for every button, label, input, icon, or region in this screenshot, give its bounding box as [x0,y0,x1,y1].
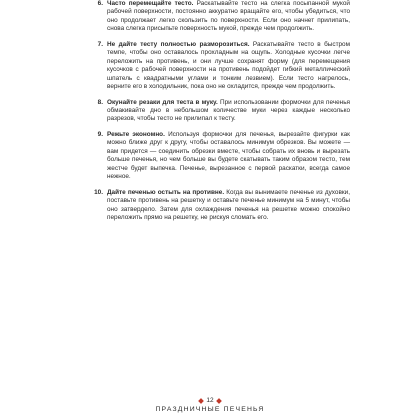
tip-item [85,0,350,34]
tip-number: 9. [97,130,103,138]
tip-title: Режьте экономно. [107,130,165,138]
tip-body [107,41,350,92]
tip-text: Когда вы вынимаете печенье из духовки, поставьте противень на решетку и оставьте печенье минимум на 5 минут, чтобы оно затвердело. Затем для охлаждения печенья на решетке можно спокойно переложить прямо на решетку, не рискуя сломать его. [107,188,350,221]
tip-title: Не дайте тесту полностью разморозиться. [107,40,250,48]
tip-body [107,131,350,182]
tip-number: 7. [97,40,103,48]
tip-item [85,189,350,223]
diamond-icon [216,398,222,404]
tip-number: 8. [97,98,103,106]
diamond-icon [199,398,205,404]
page-footer [0,397,420,415]
tip-title: Окунайте резаки для теста в муку. [107,98,218,106]
tip-text: Используя формочки для печенья, вырезайте фигурки как можно ближе друг к другу, чтобы оставалось минимум обрезков. Вы можете — вам придется — соединить обрезки вместе, чтобы собрать их вновь и вырезать больше печенья, но чем больше вы будете скатывать таким образом тесто, тем жестче будет выпечка. Печенье, вырезанное с первой раскатки, всегда самое нежное. [107,130,350,181]
tip-number: 10. [94,188,103,196]
tip-text: Раскатывайте тесто на слегка посыпанной мукой рабочей поверхности, постоянно аккуратно вращайте его, чтобы убедиться, что оно продолжает легко скользить по поверхности. Если оно начнет прилипать, снова слегка присыпьте поверхность мукой, прежде чем продолжить. [107,0,350,33]
tip-body [107,0,350,34]
tip-item [85,99,350,124]
tip-item [85,131,350,182]
tip-text: Раскатывайте тесто в быстром темпе, чтобы оно оставалось прохладным на ощупь. Холодные кусочки легче переложить на противень, и они лучше сохранят форму (для перемещения кусочков с рабочей поверхности на противень подойдет гибкий металлический шпатель с квадратными углами и тонким лезвием). Если тесто нагрелось, верните его в холодильник, пока оно не охладится, прежде чем продолжить. [107,40,350,91]
book-title: ПРАЗДНИЧНЫЕ ПЕЧЕНЬЯ [155,406,265,413]
tip-body [107,189,350,223]
page-number-row [0,397,420,405]
tip-body [107,99,350,124]
tip-title: Дайте печенью остыть на противне. [107,188,225,196]
tip-text: При использовании формочки для печенья обмакивайте дно в небольшом количестве муки через каждые несколько разрезов, чтобы тесто не прилипал к тесту. [107,98,350,123]
tips-list [85,0,350,229]
tip-item [85,41,350,92]
page-number: 12 [206,397,214,404]
tip-number: 6. [97,0,103,7]
tip-title: Часто перемещайте тесто. [107,0,194,7]
